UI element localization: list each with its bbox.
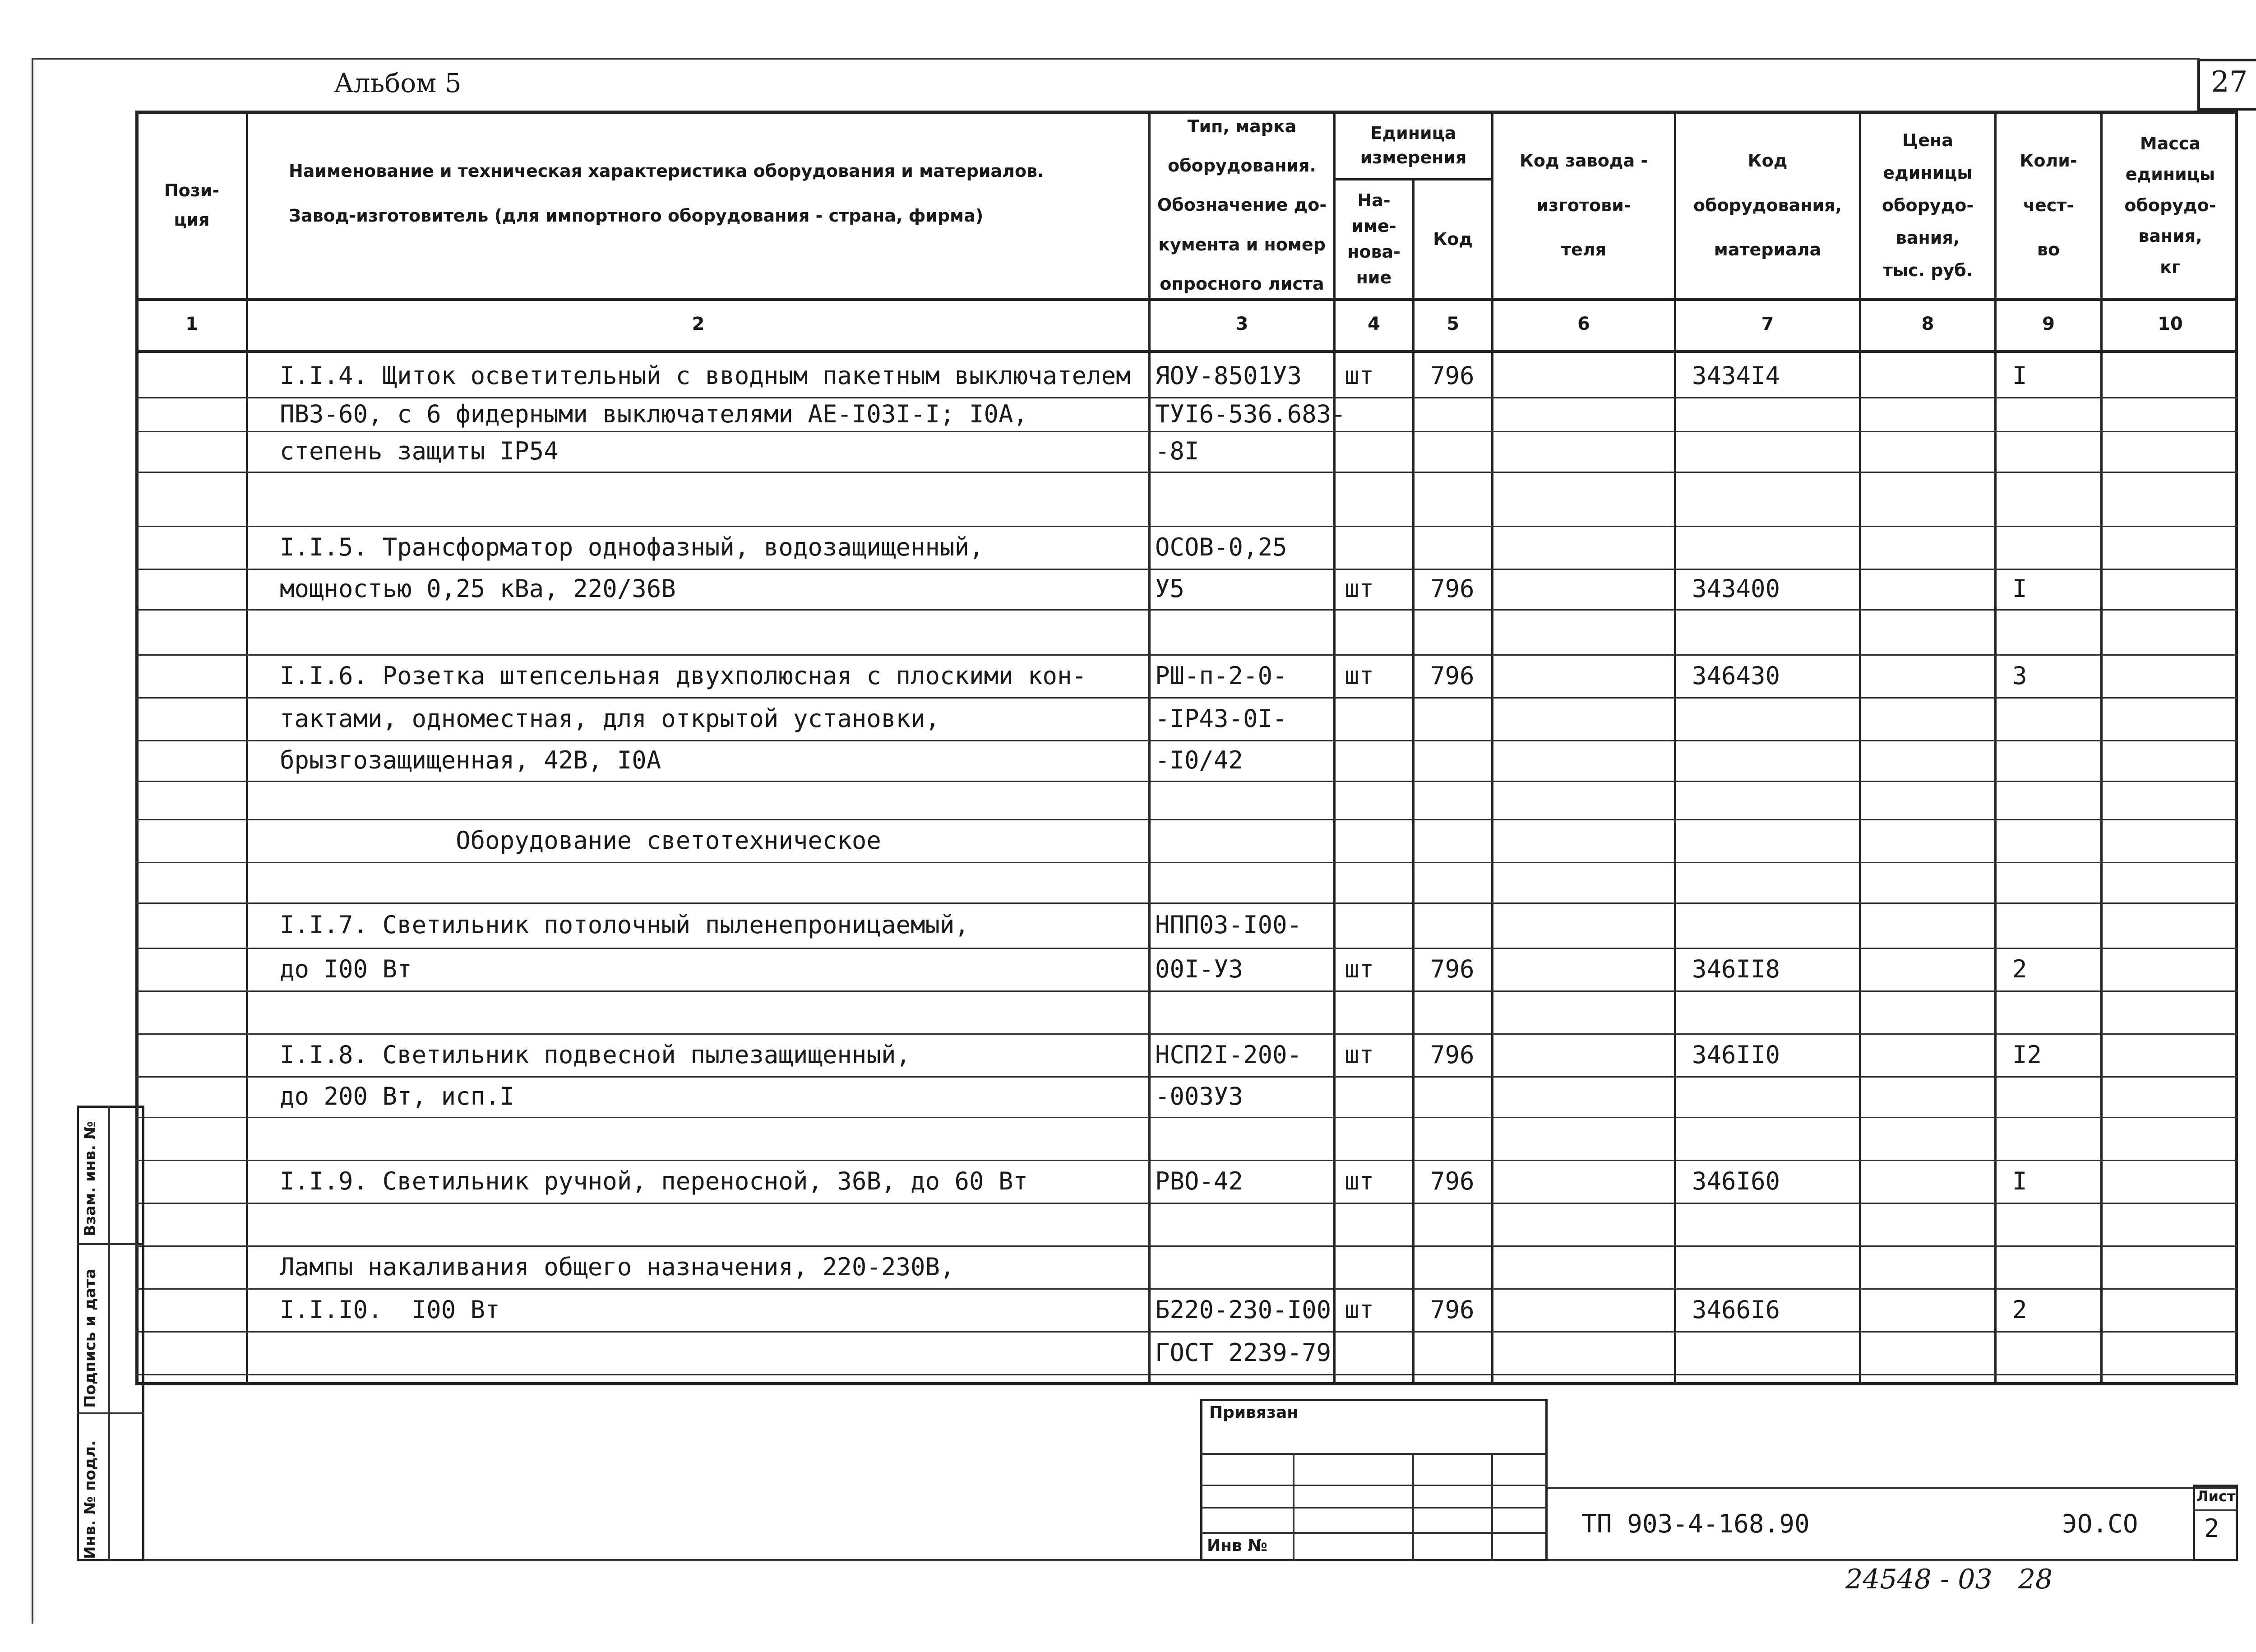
row-ucode: 796 xyxy=(1430,1166,1475,1195)
row-type: НСП2I-200- xyxy=(1155,1040,1302,1069)
col-number-5: 5 xyxy=(1447,314,1459,334)
section-code: ЭО.СО xyxy=(2062,1509,2138,1539)
row-type: -8I xyxy=(1155,437,1199,465)
top-border xyxy=(32,58,2200,60)
row-name: до I00 Вт xyxy=(280,954,412,983)
row-ucode: 796 xyxy=(1430,1040,1475,1069)
row-qty: 2 xyxy=(2012,954,2027,983)
row-qty: I xyxy=(2012,574,2027,603)
header-unit-price: Цена единицы оборудо- вания, тыс. руб. xyxy=(1882,130,1974,281)
row-separator xyxy=(135,990,2238,992)
row-code: 346430 xyxy=(1692,661,1780,690)
row-separator xyxy=(135,431,2238,432)
row-separator xyxy=(135,1331,2238,1333)
row-ucode: 796 xyxy=(1430,954,1475,983)
archive-number: 24548 - 03 28 xyxy=(1845,1564,2053,1595)
row-code: 3434I4 xyxy=(1692,361,1780,390)
row-type: -IP43-0I- xyxy=(1155,704,1287,733)
row-ucode: 796 xyxy=(1430,661,1475,690)
title-block-bottom-line xyxy=(144,1559,2238,1561)
col-number-7: 7 xyxy=(1761,314,1774,334)
row-name: I.I.8. Светильник подвесной пылезащищенный, xyxy=(280,1040,911,1069)
row-type: -I0/42 xyxy=(1155,746,1244,774)
row-name: тактами, одноместная, для открытой установки, xyxy=(280,704,940,733)
col-number-6: 6 xyxy=(1577,314,1590,334)
row-name: I.I.9. Светильник ручной, переносной, 36В, до 60 Вт xyxy=(280,1166,1028,1195)
row-unit: шт xyxy=(1345,1295,1374,1324)
row-type: У5 xyxy=(1155,574,1185,603)
row-separator xyxy=(135,654,2238,656)
row-type: ЯОУ-8501УЗ xyxy=(1155,361,1302,390)
col-number-3: 3 xyxy=(1235,314,1248,334)
document-code: ТП 903-4-168.90 xyxy=(1581,1509,1810,1539)
row-code: 346I60 xyxy=(1692,1166,1780,1195)
col-line-7 xyxy=(1859,111,1861,1385)
header-unit-mass: Масса единицы оборудо- вания, кг xyxy=(2124,134,2216,277)
row-ucode: 796 xyxy=(1430,1295,1475,1324)
row-name: мощностью 0,25 кВа, 220/36В xyxy=(280,574,676,603)
col-line-3 xyxy=(1333,111,1336,1385)
row-qty: 2 xyxy=(2012,1295,2027,1324)
row-separator xyxy=(135,1203,2238,1204)
col-number-2: 2 xyxy=(692,314,705,334)
col-line-1 xyxy=(246,111,248,1385)
bound-line-4 xyxy=(1200,1532,1548,1534)
side-stamp-replace-inv: Взам. инв. № xyxy=(81,1121,99,1236)
row-name: I.I.7. Светильник потолочный пыленепроницаемый, xyxy=(280,911,970,939)
header-unit-code: Код xyxy=(1433,229,1473,249)
row-name: I.I.4. Щиток осветительный с вводным пакетным выключателем xyxy=(280,361,1131,390)
row-separator xyxy=(135,1160,2238,1161)
row-separator xyxy=(135,397,2238,398)
bound-vline-2 xyxy=(1412,1453,1414,1561)
side-stamp-line-1 xyxy=(77,1243,144,1245)
col-line-6 xyxy=(1674,111,1676,1385)
row-separator xyxy=(135,1033,2238,1035)
bound-line-3 xyxy=(1200,1507,1548,1509)
row-separator xyxy=(135,948,2238,949)
row-separator xyxy=(135,781,2238,782)
header-equipment-code: Код оборудования, материала xyxy=(1693,150,1842,260)
row-type: ТУI6-536.683- xyxy=(1155,399,1346,428)
row-qty: I xyxy=(2012,1166,2027,1195)
title-block-top-line xyxy=(1548,1487,2238,1489)
row-name: ПВЗ-60, с 6 фидерными выключателями АЕ-I03I-I; I0А, xyxy=(280,399,1028,428)
sheet-box-divider xyxy=(2193,1509,2238,1511)
row-separator xyxy=(135,862,2238,863)
header-type: Тип, марка оборудования. Обозначение до- кумента и номер опросного листа xyxy=(1157,116,1327,294)
col-line-2 xyxy=(1148,111,1151,1385)
row-type: РВО-42 xyxy=(1155,1166,1244,1195)
row-name: I.I.I0. I00 Вт xyxy=(280,1295,500,1324)
row-type: НПП03-I00- xyxy=(1155,911,1302,939)
row-type: Б220-230-I00 xyxy=(1155,1295,1331,1324)
album-label: Альбом 5 xyxy=(334,68,462,98)
row-separator xyxy=(135,697,2238,699)
row-separator xyxy=(135,1288,2238,1290)
row-type: РШ-п-2-0- xyxy=(1155,661,1287,690)
row-type: 00I-УЗ xyxy=(1155,954,1244,983)
row-separator xyxy=(135,1374,2238,1375)
header-name: Наименование и техническая характеристика оборудования и материалов. Завод-изготовитель (для импортного оборудования - страна, фирма) xyxy=(289,161,1044,226)
row-code: 346II8 xyxy=(1692,954,1780,983)
bound-vline-3 xyxy=(1491,1453,1493,1561)
row-unit: шт xyxy=(1345,661,1374,690)
row-separator xyxy=(135,472,2238,473)
row-separator xyxy=(135,1117,2238,1118)
bound-line-1 xyxy=(1200,1453,1548,1455)
row-name: степень защиты IP54 xyxy=(280,437,559,465)
row-code: 3466I6 xyxy=(1692,1295,1780,1324)
row-name: Лампы накаливания общего назначения, 220-230В, xyxy=(280,1252,955,1281)
row-name: I.I.6. Розетка штепсельная двухполюсная с плоскими кон- xyxy=(280,661,1087,690)
inv-label: Инв № xyxy=(1207,1536,1267,1555)
left-border xyxy=(32,58,33,1624)
row-ucode: 796 xyxy=(1430,361,1475,390)
row-separator xyxy=(135,569,2238,570)
row-type: ОСОВ-0,25 xyxy=(1155,532,1287,561)
col-number-1: 1 xyxy=(185,314,198,334)
row-separator xyxy=(135,740,2238,741)
header-unit: Единица измерения xyxy=(1360,123,1467,167)
header-unit-name: На- име- нова- ние xyxy=(1347,190,1401,287)
row-qty: 3 xyxy=(2012,661,2027,690)
row-unit: шт xyxy=(1345,1166,1374,1195)
side-stamp-line-2 xyxy=(77,1412,144,1414)
col-number-4: 4 xyxy=(1368,314,1380,334)
row-separator xyxy=(135,526,2238,527)
row-type: ГОСТ 2239-79 xyxy=(1155,1338,1331,1367)
row-ucode: 796 xyxy=(1430,574,1475,603)
row-separator xyxy=(135,1076,2238,1078)
col-number-10: 10 xyxy=(2158,314,2183,334)
col-number-9: 9 xyxy=(2042,314,2055,334)
row-name: Оборудование светотехническое xyxy=(280,826,881,855)
row-type: -003УЗ xyxy=(1155,1082,1244,1111)
row-name: I.I.5. Трансформатор однофазный, водозащищенный, xyxy=(280,532,984,561)
side-stamp-orig-inv: Инв. № подл. xyxy=(81,1440,99,1559)
col-line-8 xyxy=(1994,111,1997,1385)
row-code: 346II0 xyxy=(1692,1040,1780,1069)
row-unit: шт xyxy=(1345,574,1374,603)
row-separator xyxy=(135,819,2238,820)
colnum-bottom-line xyxy=(135,350,2238,353)
header-quantity: Коли- чест- во xyxy=(2020,150,2077,260)
header-maker-code: Код завода - изготови- теля xyxy=(1519,150,1648,260)
header-position: Пози- ция xyxy=(164,180,220,230)
col-number-8: 8 xyxy=(1921,314,1934,334)
row-unit: шт xyxy=(1345,954,1374,983)
bound-label: Привязан xyxy=(1209,1403,1299,1422)
row-separator xyxy=(135,1245,2238,1247)
sheet-label: Лист xyxy=(2196,1488,2236,1505)
row-unit: шт xyxy=(1345,1040,1374,1069)
row-unit: шт xyxy=(1345,361,1374,390)
row-separator xyxy=(135,902,2238,904)
col-line-5 xyxy=(1491,111,1493,1385)
corner-page-number: 27 xyxy=(2211,65,2248,99)
col-line-9 xyxy=(2100,111,2103,1385)
row-code: 343400 xyxy=(1692,574,1780,603)
bound-vline-1 xyxy=(1293,1453,1294,1561)
row-name: до 200 Вт, исп.I xyxy=(280,1082,515,1111)
row-name: брызгозащищенная, 42В, I0А xyxy=(280,746,661,774)
row-qty: I2 xyxy=(2012,1040,2042,1069)
row-qty: I xyxy=(2012,361,2027,390)
row-separator xyxy=(135,609,2238,611)
side-stamp-signature-date: Подпись и дата xyxy=(81,1268,99,1408)
bound-line-2 xyxy=(1200,1485,1548,1486)
sheet-number: 2 xyxy=(2204,1514,2219,1543)
side-stamp-divider xyxy=(108,1106,110,1561)
